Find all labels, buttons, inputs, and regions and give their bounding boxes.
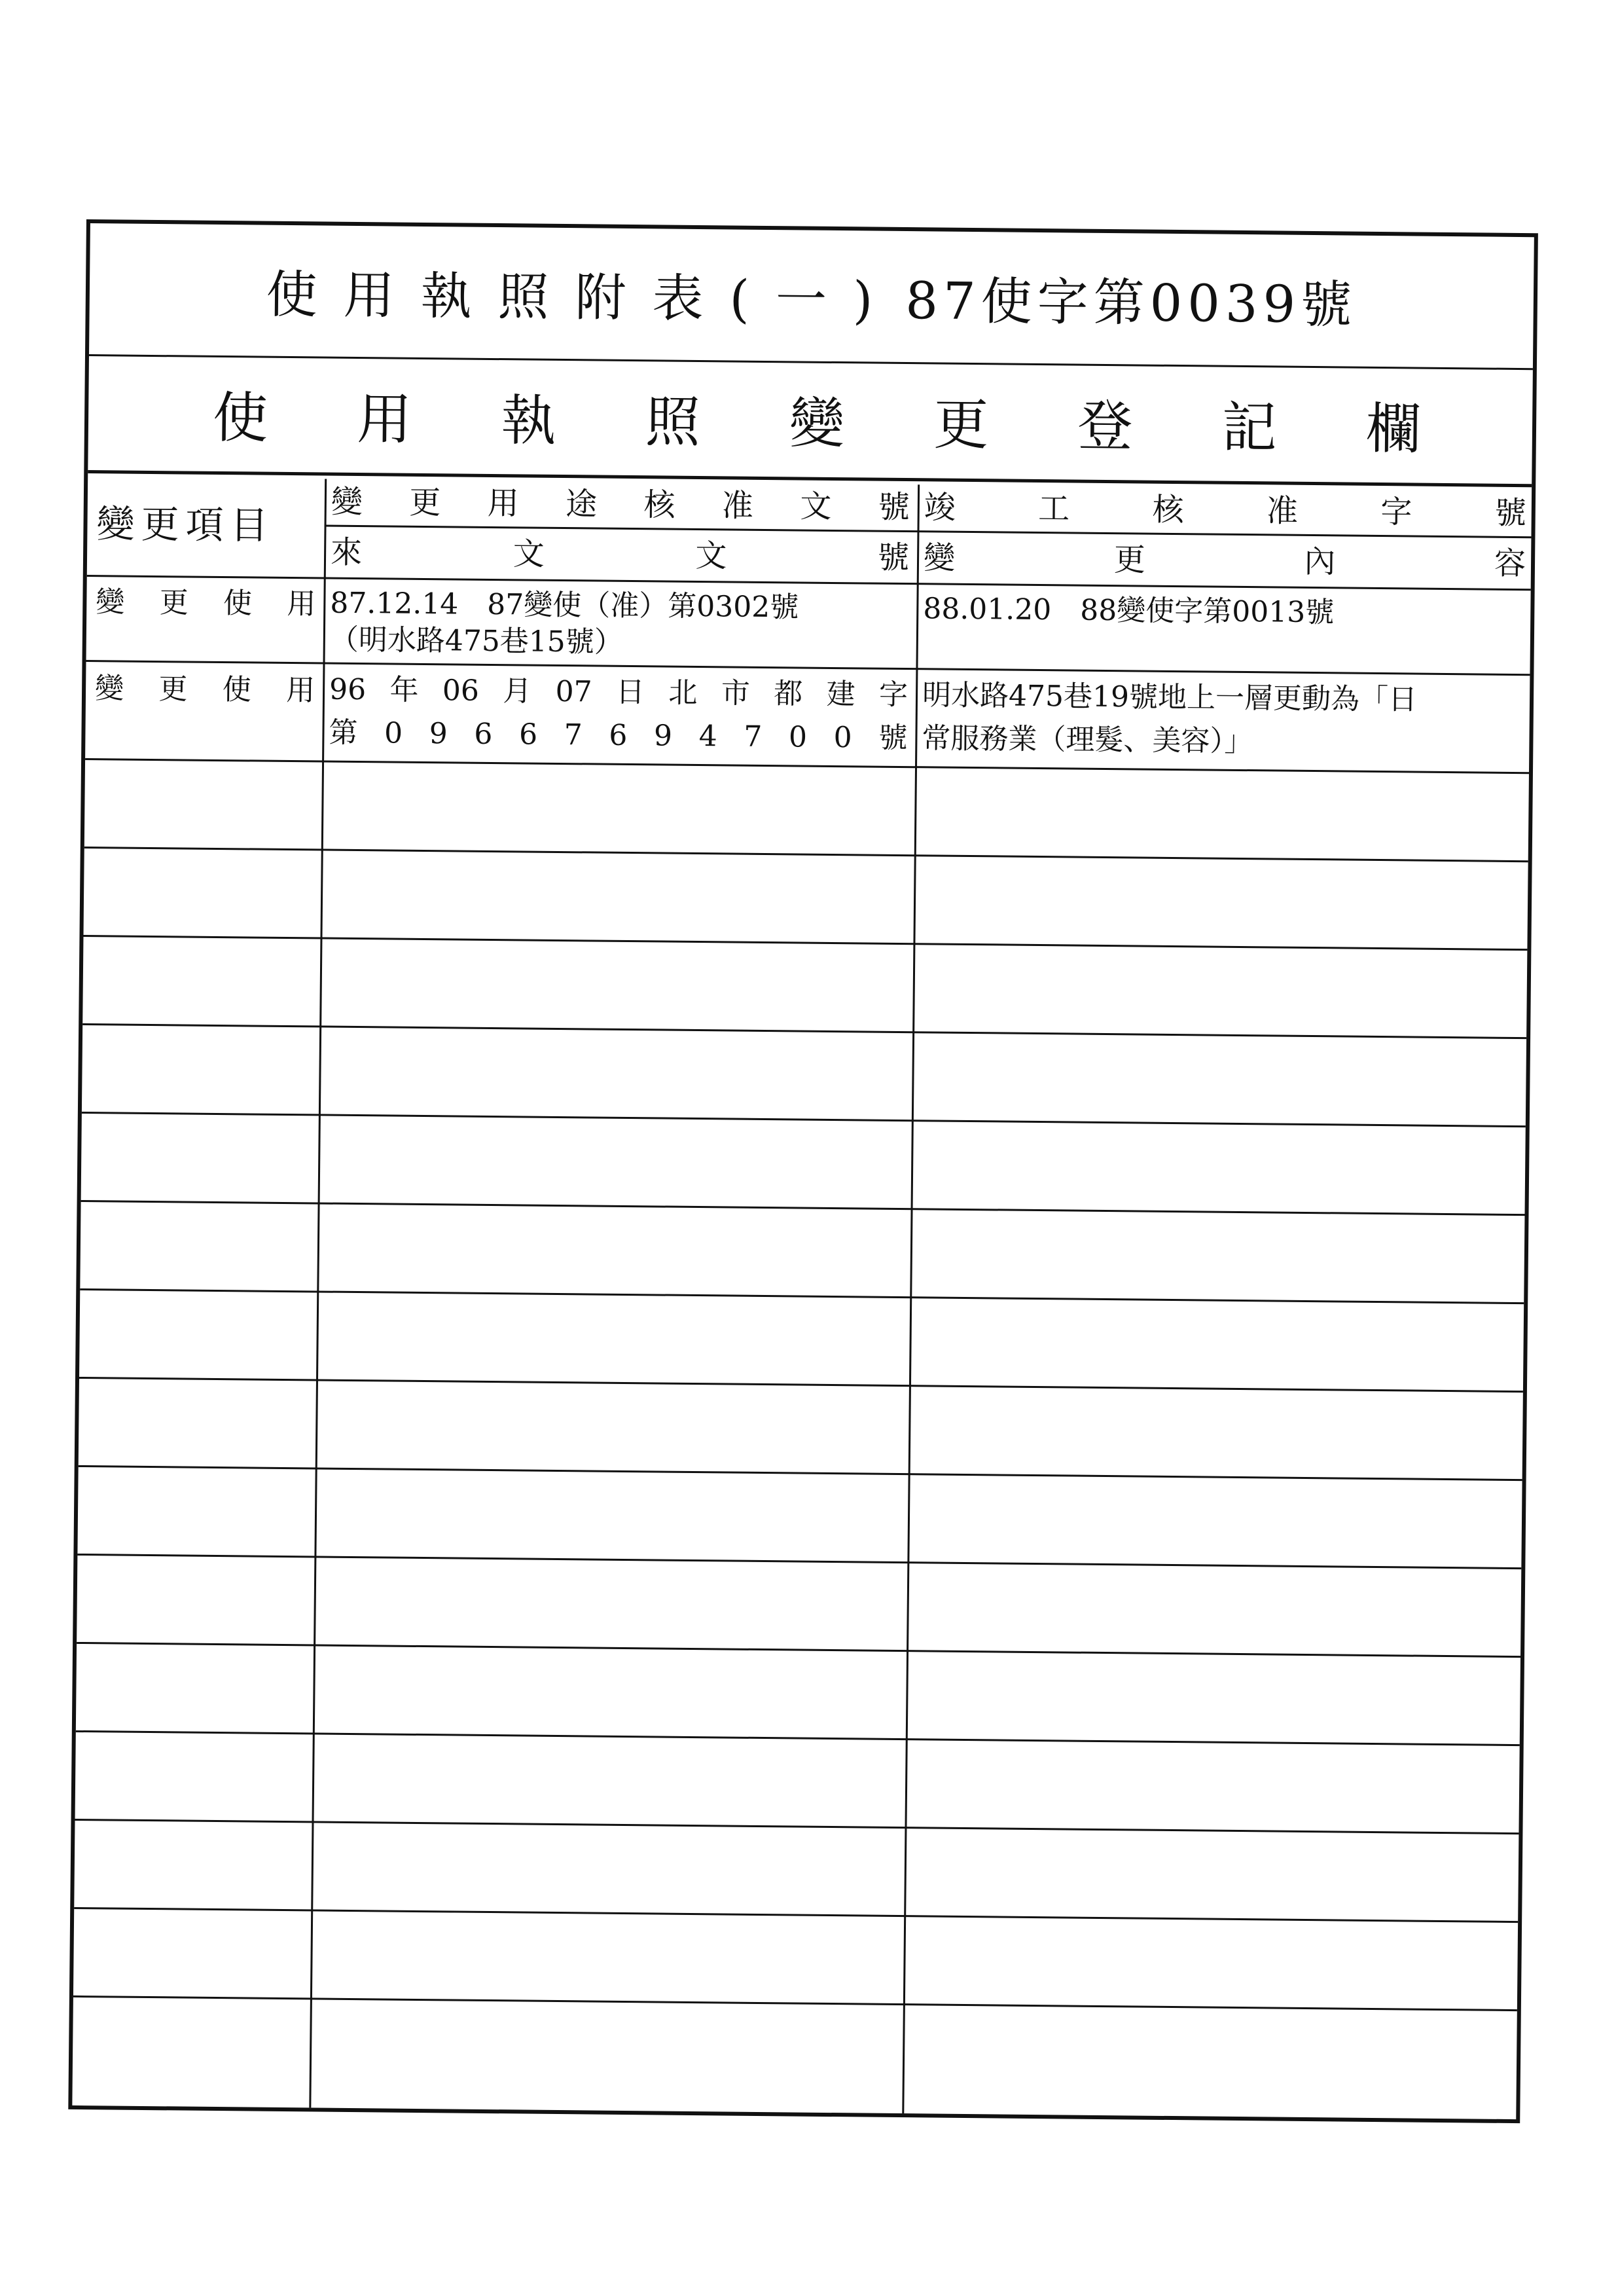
col3-header-completion-number: 竣 工 核 准 字 號 (924, 489, 1527, 532)
section-title-char: 更 (933, 392, 989, 458)
row-2-change-content-line-2: 常服務業（理髮、美容）」 (922, 721, 1253, 759)
row-line (83, 935, 1527, 951)
section-title-char: 登 (1077, 393, 1133, 459)
row-line (81, 1200, 1525, 1216)
row-line (82, 1023, 1526, 1039)
column-divider (309, 479, 327, 2108)
section-title-char: 用 (356, 386, 412, 452)
row-2-incoming-line-1: 96 年 06 月 07 日 北 市 都 建 字 (329, 672, 908, 712)
section-title-char: 執 (501, 388, 557, 453)
section-title-char: 變 (789, 391, 845, 456)
col2-header-approval-number: 變 更 用 途 核 准 文 號 (331, 483, 910, 526)
row-1-completion-line-1: 88.01.20 88變使字第0013號 (923, 592, 1335, 630)
row-line (74, 1907, 1518, 1923)
section-title-char: 使 (212, 385, 268, 450)
row-1-approval-line-2: （明水路475巷15號） (329, 623, 624, 659)
row-header-label: 變更項目 (96, 501, 275, 548)
row-line (77, 1642, 1520, 1658)
row-1-approval-line-1: 87.12.14 87變使（准）第0302號 (330, 586, 799, 625)
row-line (85, 758, 1529, 774)
col3-header-change-content: 變 更 內 容 (923, 539, 1526, 583)
change-registry-table (72, 477, 1532, 2119)
row-line (77, 1554, 1521, 1569)
row-line (79, 1465, 1522, 1481)
row-1-label: 變 更 使 用 (96, 585, 316, 621)
row-line (80, 1288, 1524, 1304)
row-2-incoming-line-2: 第 0 9 6 6 7 6 9 4 7 0 0 號 (329, 716, 908, 756)
row-line (73, 1995, 1517, 2011)
section-title (88, 354, 1533, 487)
row-2-change-content-line-1: 明水路475巷19號地上一層更動為「日 (922, 678, 1418, 717)
col2-header-incoming-number: 來 文 文 號 (330, 534, 910, 577)
row-line (82, 1112, 1526, 1127)
row-line (79, 1377, 1523, 1393)
section-title-char: 記 (1221, 395, 1278, 460)
section-title-char: 欄 (1365, 396, 1422, 462)
row-line (84, 847, 1528, 862)
form-title (89, 223, 1534, 370)
form-title-main: 使用執照附表(一) (266, 265, 899, 331)
row-line (75, 1819, 1519, 1834)
license-form-frame (68, 219, 1538, 2123)
form-title-number: 87使字第0039號 (905, 272, 1357, 335)
row-line (76, 1730, 1520, 1746)
row-2-label: 變 更 使 用 (94, 672, 315, 708)
section-title-char: 照 (645, 390, 701, 455)
